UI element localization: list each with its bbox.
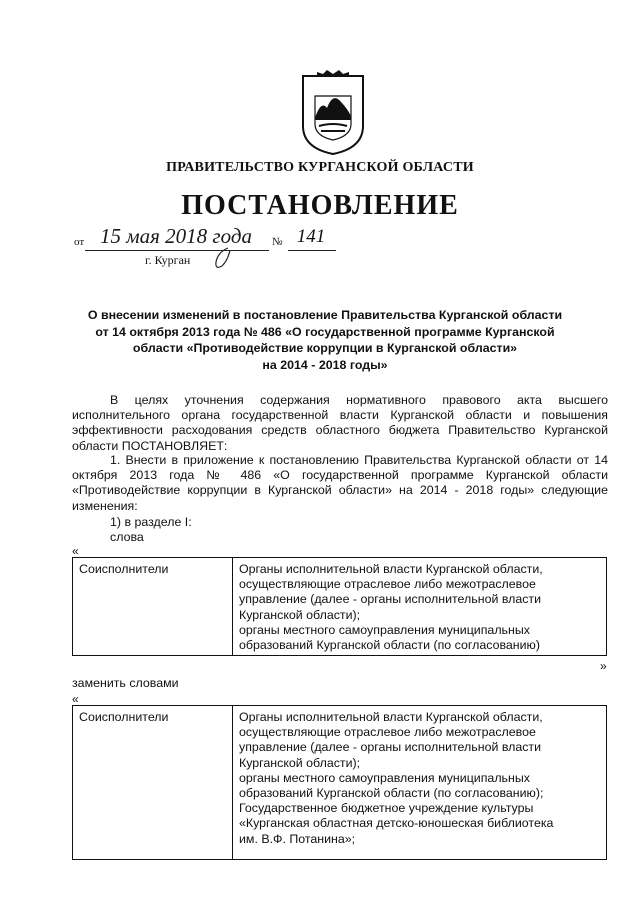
closing-quote: » [600,659,607,673]
signature-mark-icon [212,246,234,272]
subclause-label: 1) в разделе I: [110,515,192,529]
original-text-table [72,557,607,656]
table-row [73,706,607,860]
title-line: области «Противодействие коррупции в Курганской области» [132,341,518,355]
city-label: г. Курган [145,253,191,267]
handwritten-date: 15 мая 2018 года [100,224,252,248]
opening-quote: « [72,692,79,706]
number-label: № [272,236,283,248]
document-title [60,307,590,373]
title-line: на 2014 - 2018 годы» [262,357,388,372]
table-label-cell: Соисполнители [73,558,233,656]
title-line: О внесении изменений в постановление Правительства Курганской области [87,308,563,322]
date-underline [85,250,269,251]
preamble-paragraph: В целях уточнения содержания нормативного правового акта высшего исполнительного органа государственной власти Курганской области и повышения эффективности расходования средств областного бюджета Правительство Курганской области ПОСТАНОВЛЯЕТ: [72,393,608,453]
replacement-text-table [72,705,607,860]
opening-quote: « [72,544,79,558]
table-content-cell: Органы исполнительной власти Курганской области, осуществляющие отраслевое либо межотраслевое управление (далее - органы исполнительной власти Курганской области); органы местного самоуправления муниципальных образований Курганской области (по согласованию) [233,558,607,656]
table-row [73,558,607,656]
title-line: от 14 октября 2013 года № 486 «О государственной программе Курганской [95,324,555,339]
document-type: ПОСТАНОВЛЕНИЕ [181,190,459,221]
date-from-label: от [74,236,85,248]
replace-with-label: заменить словами [72,676,179,690]
table-label-cell: Соисполнители [73,706,233,860]
words-label: слова [110,530,144,544]
clause-1-paragraph: 1. Внести в приложение к постановлению Правительства Курганской области от 14 октября 2013 года № 486 «О государственной программе Курганской области «Противодействие коррупции в Курганской области» на 2014 - 2018 годы» следующие изменения: [72,453,608,513]
coat-of-arms-icon [293,68,373,158]
handwritten-number: 141 [296,226,326,247]
government-name: ПРАВИТЕЛЬСТВО КУРГАНСКОЙ ОБЛАСТИ [166,160,474,175]
number-underline [288,250,336,251]
table-content-cell: Органы исполнительной власти Курганской области, осуществляющие отраслевое либо межотраслевое управление (далее - органы исполнительной власти Курганской области); органы местного самоуправления муниципальных образований Курганской области (по согласованию); Государственное бюджетное учреждение культуры «Курганская областная детско-юношеская библиотека им. В.Ф. Потанина»; [233,706,607,860]
